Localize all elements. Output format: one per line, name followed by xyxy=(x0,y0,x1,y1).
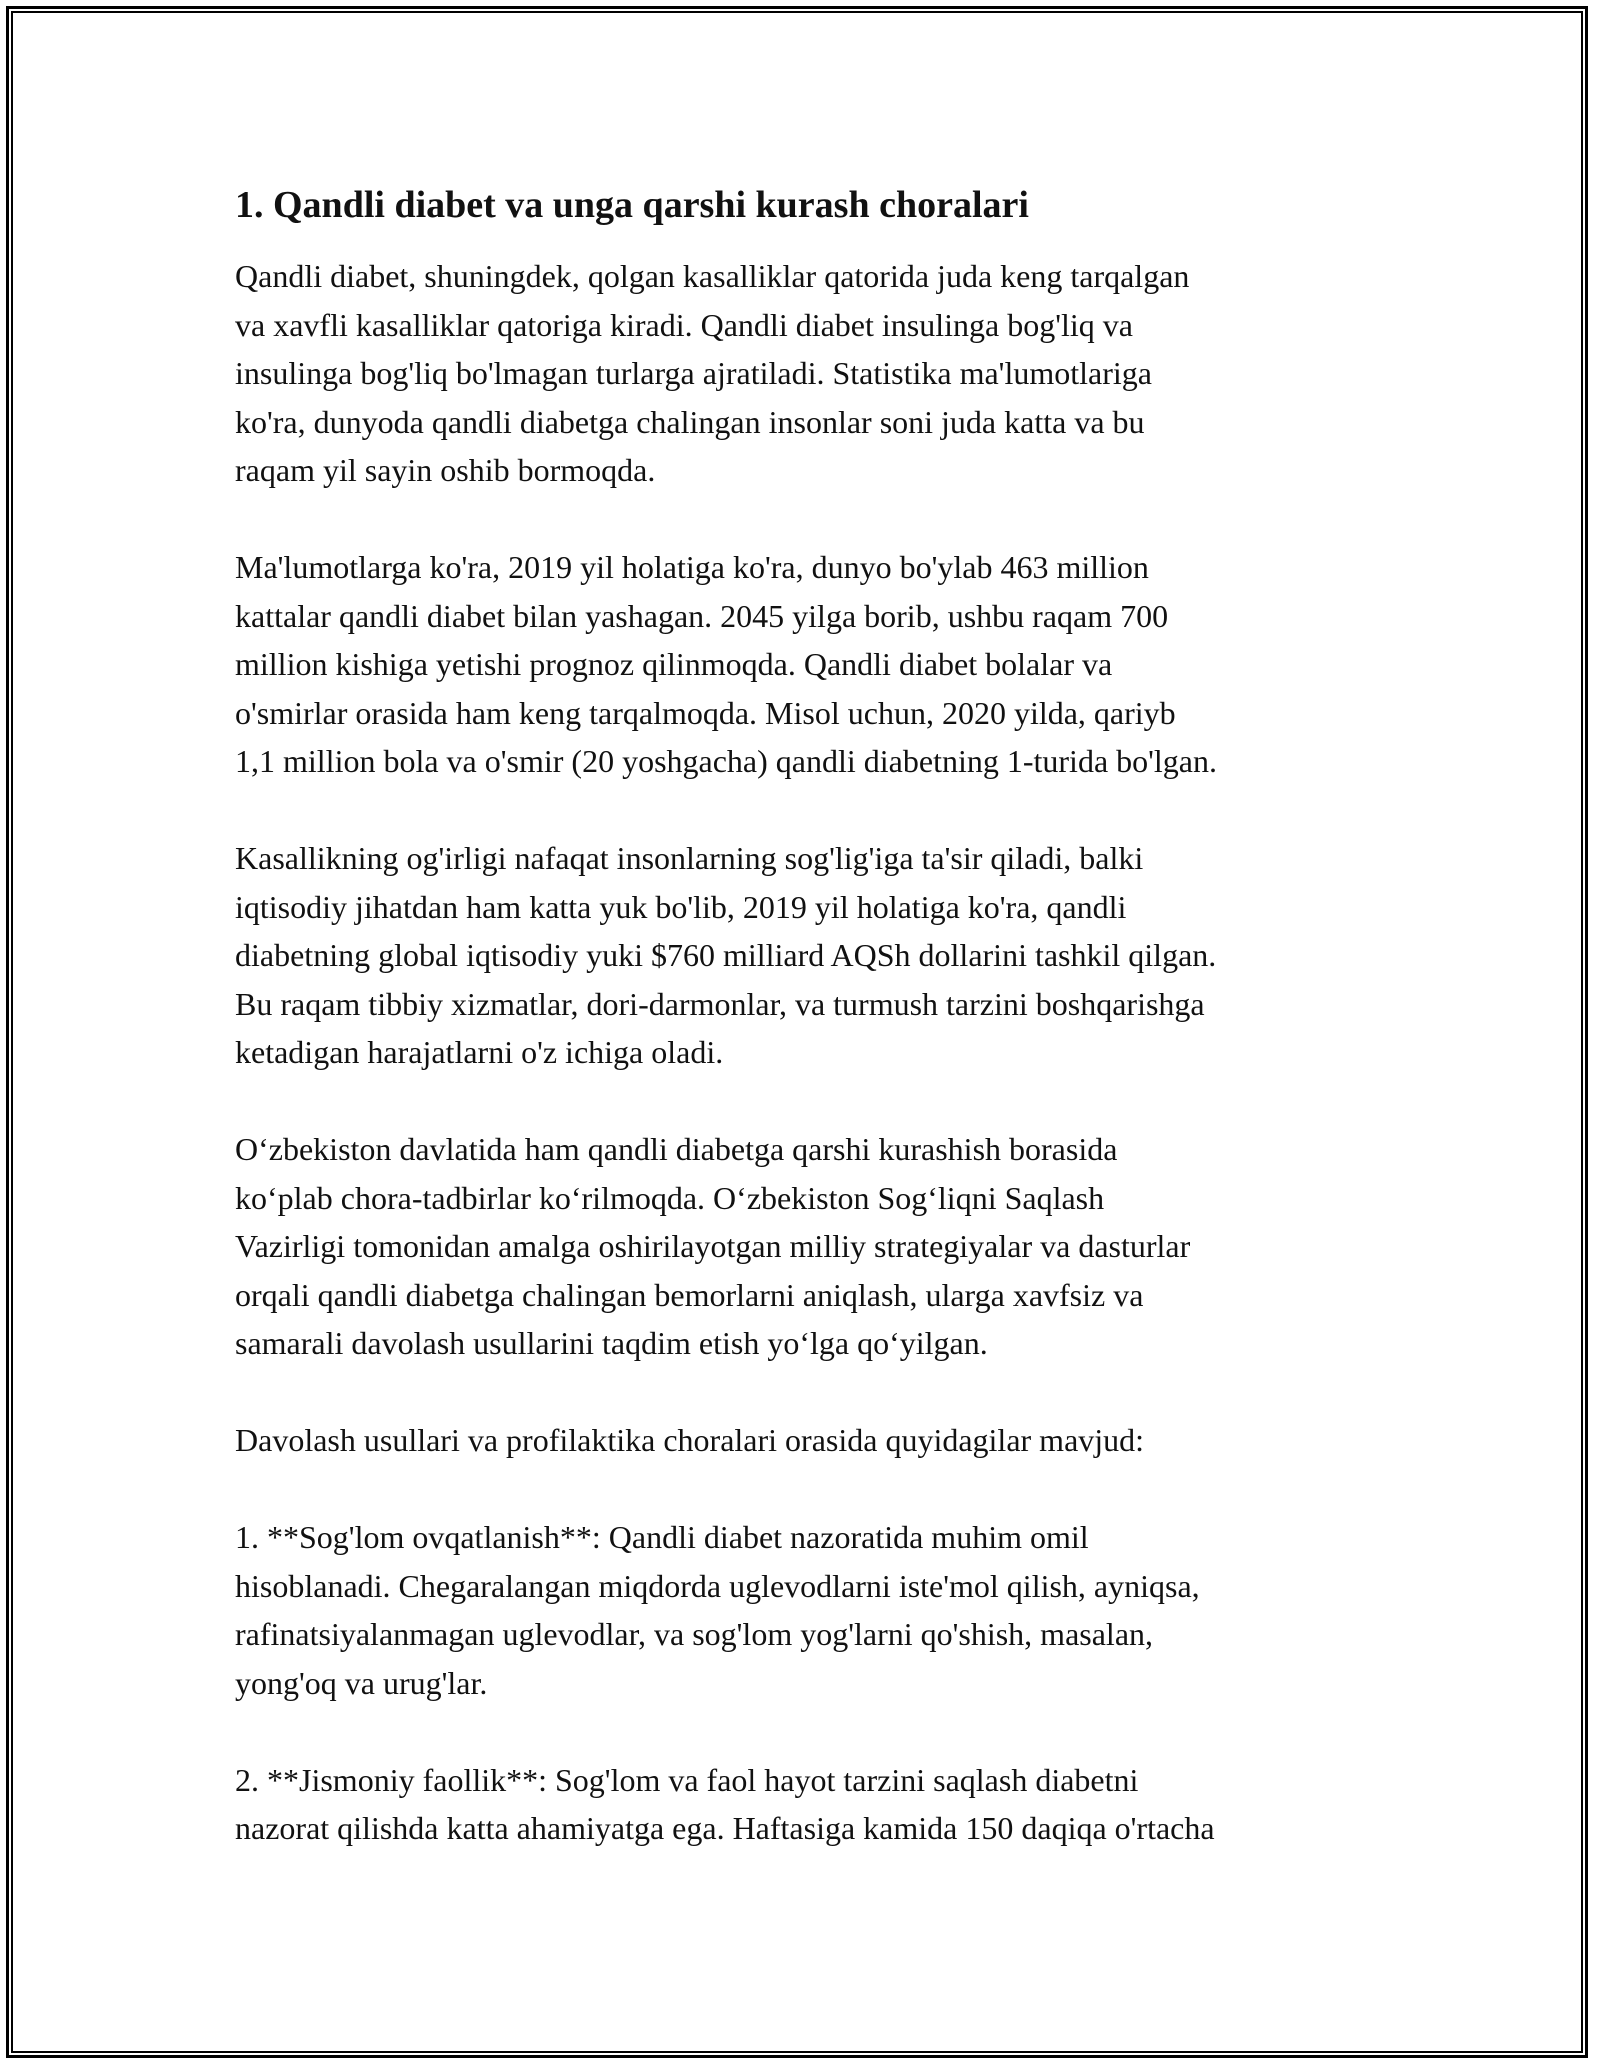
list-item-physical-activity: 2. **Jismoniy faollik**: Sog'lom va faol hayot tarzini saqlash diabetni nazorat qilishda katta ahamiyatga ega. Haftasiga kamida 150 daqiqa o'rtacha xyxy=(235,1761,1215,1846)
paragraph-uzbekistan: O‘zbekiston davlatida ham qandli diabetga qarshi kurashish borasida ko‘plab chora-tadbirlar ko‘rilmoqda. O‘zbekiston Sog‘liqni Saqlash Vazirligi tomonidan amalga oshirilayotgan milliy strategiyalar va dasturlar orqali qandli diabetga chalingan bemorlarni aniqlash, ularga xavfsiz va samarali davolash usullarini taqdim etish yo‘lga qo‘yilgan. xyxy=(235,1131,1191,1361)
paragraph-statistics: Ma'lumotlarga ko'ra, 2019 yil holatiga ko'ra, dunyo bo'ylab 463 million kattalar qandli diabet bilan yashagan. 2045 yilga borib, ushbu raqam 700 million kishiga yetishi prognoz qilinmoqda. Qandli diabet bolalar va o'smirlar orasida ham keng tarqalmoqda. Misol uchun, 2020 yilda, qariyb 1,1 million bola va o'smir (20 yoshgacha) qandli diabetning 1-turida bo'lgan. xyxy=(235,549,1217,779)
document-body xyxy=(235,180,1375,1901)
list-item-nutrition: 1. **Sog'lom ovqatlanish**: Qandli diabet nazoratida muhim omil hisoblanadi. Chegaralangan miqdorda uglevodlarni iste'mol qilish, ayniqsa, rafinatsiyalanmagan uglevodlar, va sog'lom yog'larni qo'shish, masalan, yong'oq va urug'lar. xyxy=(235,1519,1200,1701)
paragraph-methods-intro: Davolash usullari va profilaktika choralari orasida quyidagilar mavjud: xyxy=(235,1422,1145,1458)
paragraph-intro: Qandli diabet, shuningdek, qolgan kasalliklar qatorida juda keng tarqalgan va xavfli kasalliklar qatoriga kiradi. Qandli diabet insulinga bog'liq va insulinga bog'liq bo'lmagan turlarga ajratiladi. Statistika ma'lumotlariga ko'ra, dunyoda qandli diabetga chalingan insonlar soni juda katta va bu raqam yil sayin oshib bormoqda. xyxy=(235,258,1190,488)
paragraph-economic-burden: Kasallikning og'irligi nafaqat insonlarning sog'lig'iga ta'sir qiladi, balki iqtisodiy jihatdan ham katta yuk bo'lib, 2019 yil holatiga ko'ra, qandli diabetning global iqtisodiy yuki $760 milliard AQSh dollarini tashkil qilgan. Bu raqam tibbiy xizmatlar, dori-darmonlar, va turmush tarzini boshqarishga ketadigan harajatlarni o'z ichiga oladi. xyxy=(235,840,1217,1070)
document-title: 1. Qandli diabet va unga qarshi kurash choralari xyxy=(235,184,1029,226)
